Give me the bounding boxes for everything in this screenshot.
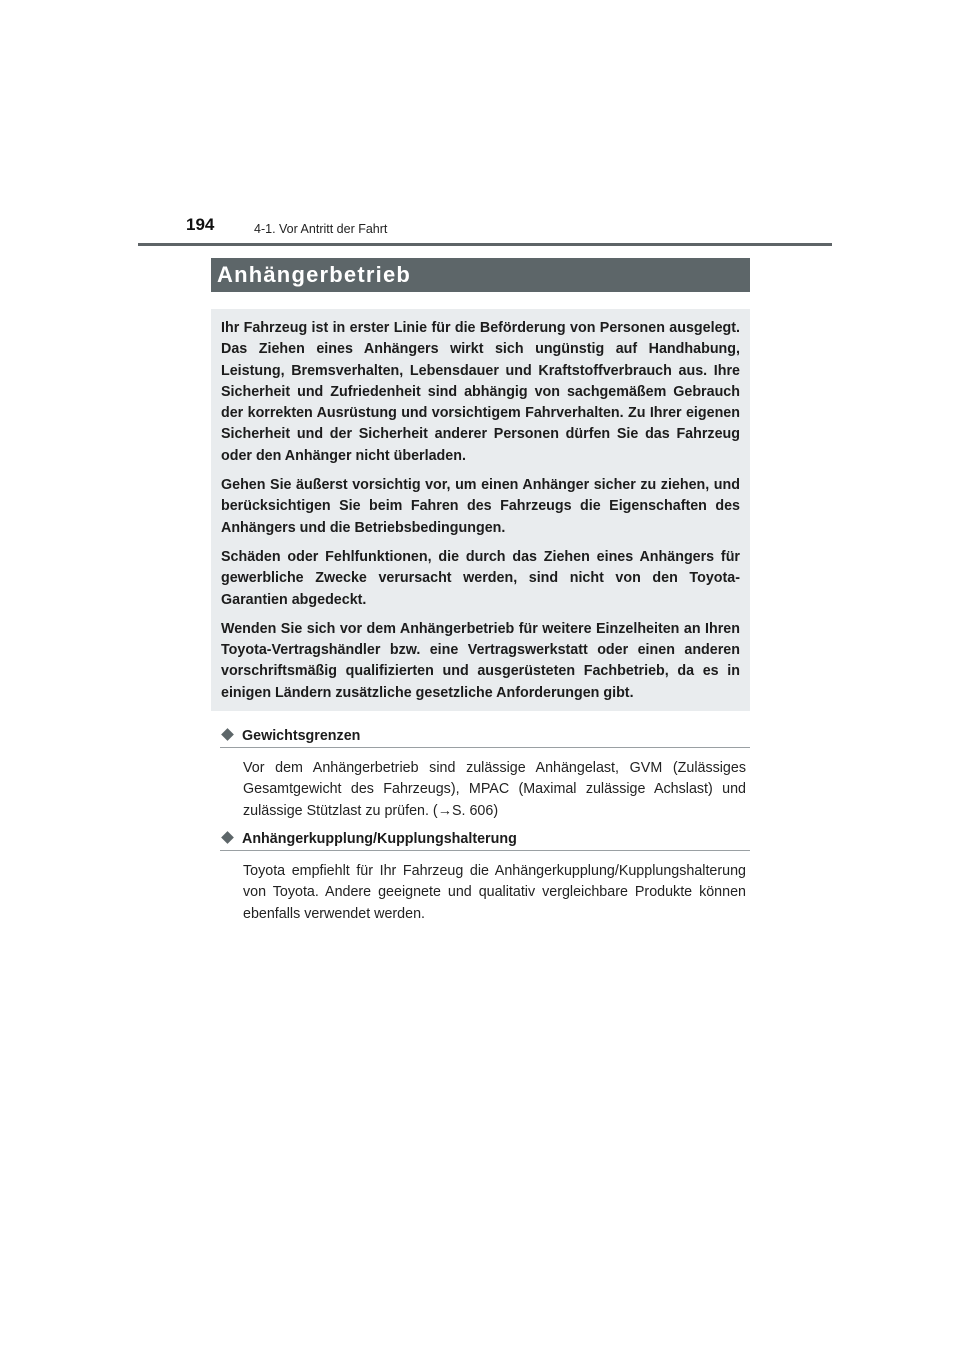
diamond-bullet-icon (221, 831, 234, 844)
header-rule (138, 243, 832, 246)
diamond-bullet-icon (221, 728, 234, 741)
intro-paragraph: Ihr Fahrzeug ist in erster Linie für die Beförderung von Personen ausgelegt. Das Ziehen eines Anhängers wirkt sich ungünstig auf Handhabung, Leistung, Bremsverhalten, Lebensdauer und Kraftstoffverbrauch aus. Ihre Sicherheit und Zufriedenheit sind abhängig von sachgemäßem Gebrauch der korrekten Ausrüstung und vorsichtigem Fahrverhalten. Zu Ihrer eigenen Sicherheit und der Sicherheit anderer Personen dürfen Sie das Fahrzeug oder den Anhänger nicht überladen. (221, 320, 740, 464)
section-heading-text: Anhängerkupplung/Kupplungshalterung (242, 831, 517, 847)
page-title-bar (211, 258, 750, 292)
intro-paragraph: Gehen Sie äußerst vorsichtig vor, um einen Anhänger sicher zu ziehen, und berücksichtigen Sie beim Fahren des Fahrzeugs die Eigenschaften des Anhängers und die Betriebsbedingungen. (221, 477, 740, 536)
section-heading-weight-limits (220, 727, 750, 748)
section-body-weight-limits: Vor dem Anhängerbetrieb sind zulässige Anhängelast, GVM (Zulässiges Gesamtgewicht des Fahrzeugs), MPAC (Maximal zulässige Achslast) und zulässige Stützlast zu prüfen. (→S. 606) (243, 760, 746, 819)
section-heading-hitch (220, 830, 750, 851)
intro-paragraph: Schäden oder Fehlfunktionen, die durch das Ziehen eines Anhängers für gewerbliche Zwecke verursacht werden, sind nicht von den Toyota-Garantien abgedeckt. (221, 548, 740, 608)
section-body-hitch: Toyota empfiehlt für Ihr Fahrzeug die Anhängerkupplung/Kupplungshalterung von Toyota. Andere geeignete und qualitativ vergleichbare Produkte können ebenfalls verwendet werden. (243, 863, 746, 922)
page-number: 194 (186, 215, 215, 234)
section-reference: 4-1. Vor Antritt der Fahrt (254, 222, 388, 236)
page-title: Anhängerbetrieb (217, 262, 412, 287)
section-heading-text: Gewichtsgrenzen (242, 728, 361, 744)
intro-box (211, 309, 750, 711)
intro-paragraph: Wenden Sie sich vor dem Anhängerbetrieb für weitere Einzelheiten an Ihren Toyota-Vertragshändler bzw. eine Vertragswerkstatt oder einen anderen vorschriftsmäßig qualifizierten und ausgerüsteten Fachbetrieb, da es in einigen Ländern zusätzliche gesetzliche Anforderungen gibt. (221, 620, 740, 701)
